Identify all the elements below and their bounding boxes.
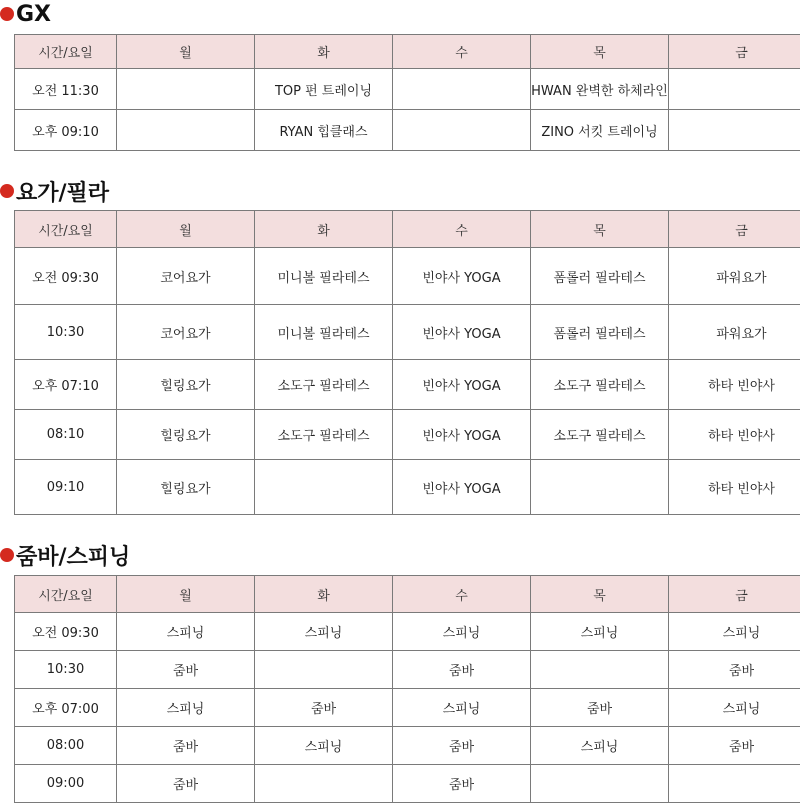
class-cell bbox=[669, 765, 800, 803]
class-cell bbox=[531, 765, 669, 803]
class-cell: 빈야사 YOGA bbox=[393, 305, 531, 360]
class-cell: 줌바 bbox=[531, 689, 669, 727]
table-row bbox=[15, 460, 800, 515]
time-cell: 08:00 bbox=[15, 727, 117, 765]
header-cell: 화 bbox=[255, 211, 393, 248]
class-cell: 소도구 필라테스 bbox=[255, 360, 393, 410]
class-cell bbox=[531, 651, 669, 689]
class-cell: 하타 빈야사 bbox=[669, 460, 800, 515]
class-cell bbox=[255, 651, 393, 689]
bullet-dot-icon bbox=[0, 7, 14, 21]
class-cell: 소도구 필라테스 bbox=[531, 360, 669, 410]
time-cell: 09:10 bbox=[15, 460, 117, 515]
section-title-zumba-spinning bbox=[0, 540, 130, 570]
header-cell: 금 bbox=[669, 576, 800, 613]
section-title-text: GX bbox=[16, 2, 51, 27]
class-cell: 미니볼 필라테스 bbox=[255, 305, 393, 360]
header-cell: 시간/요일 bbox=[15, 211, 117, 248]
header-cell: 금 bbox=[669, 211, 800, 248]
class-cell: 빈야사 YOGA bbox=[393, 360, 531, 410]
time-cell: 오전 11:30 bbox=[15, 69, 117, 110]
class-cell: 소도구 필라테스 bbox=[531, 410, 669, 460]
table-row bbox=[15, 613, 800, 651]
header-cell: 목 bbox=[531, 576, 669, 613]
header-cell: 수 bbox=[393, 211, 531, 248]
time-cell: 08:10 bbox=[15, 410, 117, 460]
header-cell: 시간/요일 bbox=[15, 35, 117, 69]
class-cell bbox=[117, 69, 255, 110]
class-cell: 파워요가 bbox=[669, 248, 800, 305]
table-row bbox=[15, 360, 800, 410]
time-cell: 오후 07:10 bbox=[15, 360, 117, 410]
class-cell: 스피닝 bbox=[255, 613, 393, 651]
time-cell: 오전 09:30 bbox=[15, 248, 117, 305]
class-cell: 코어요가 bbox=[117, 248, 255, 305]
table-row bbox=[15, 69, 800, 110]
class-cell: HWAN 완벽한 하체라인 bbox=[531, 69, 669, 110]
class-cell: 줌바 bbox=[255, 689, 393, 727]
class-cell: 하타 빈야사 bbox=[669, 360, 800, 410]
class-cell: TOP 펀 트레이닝 bbox=[255, 69, 393, 110]
time-cell: 09:00 bbox=[15, 765, 117, 803]
class-cell: 폼롤러 필라테스 bbox=[531, 248, 669, 305]
class-cell: 힐링요가 bbox=[117, 410, 255, 460]
class-cell: 줌바 bbox=[117, 765, 255, 803]
schedule-table-zumba-spinning bbox=[14, 575, 800, 803]
header-cell: 월 bbox=[117, 211, 255, 248]
section-title-text: 줌바/스피닝 bbox=[16, 540, 130, 571]
table-row bbox=[15, 651, 800, 689]
section-title-gx bbox=[0, 1, 51, 27]
class-cell: ZINO 서킷 트레이닝 bbox=[531, 110, 669, 151]
class-cell: 줌바 bbox=[393, 727, 531, 765]
class-cell: 폼롤러 필라테스 bbox=[531, 305, 669, 360]
class-cell bbox=[393, 110, 531, 151]
class-cell: 줌바 bbox=[669, 727, 800, 765]
class-cell bbox=[393, 69, 531, 110]
schedule-table-gx bbox=[14, 34, 800, 151]
class-cell: 스피닝 bbox=[669, 613, 800, 651]
class-cell: 빈야사 YOGA bbox=[393, 248, 531, 305]
class-cell: 줌바 bbox=[393, 651, 531, 689]
class-cell bbox=[255, 765, 393, 803]
class-cell bbox=[531, 460, 669, 515]
table-header-row bbox=[15, 576, 800, 613]
bullet-dot-icon bbox=[0, 548, 14, 562]
section-title-yoga-pilates bbox=[0, 176, 109, 206]
class-cell: 스피닝 bbox=[117, 613, 255, 651]
schedule-table-yoga-pilates bbox=[14, 210, 800, 515]
time-cell: 오전 09:30 bbox=[15, 613, 117, 651]
section-title-text: 요가/필라 bbox=[16, 176, 109, 207]
table-row bbox=[15, 410, 800, 460]
class-cell: 스피닝 bbox=[117, 689, 255, 727]
time-cell: 오후 09:10 bbox=[15, 110, 117, 151]
class-cell: 줌바 bbox=[117, 651, 255, 689]
header-cell: 수 bbox=[393, 576, 531, 613]
class-cell: 스피닝 bbox=[531, 727, 669, 765]
header-cell: 월 bbox=[117, 35, 255, 69]
time-cell: 10:30 bbox=[15, 305, 117, 360]
class-cell: 스피닝 bbox=[669, 689, 800, 727]
time-cell: 10:30 bbox=[15, 651, 117, 689]
class-cell: RYAN 힙클래스 bbox=[255, 110, 393, 151]
class-cell: 빈야사 YOGA bbox=[393, 410, 531, 460]
header-cell: 월 bbox=[117, 576, 255, 613]
class-cell: 힐링요가 bbox=[117, 360, 255, 410]
table-header-row bbox=[15, 211, 800, 248]
header-cell: 수 bbox=[393, 35, 531, 69]
class-cell: 소도구 필라테스 bbox=[255, 410, 393, 460]
header-cell: 화 bbox=[255, 576, 393, 613]
header-cell: 목 bbox=[531, 35, 669, 69]
header-cell: 시간/요일 bbox=[15, 576, 117, 613]
table-row bbox=[15, 727, 800, 765]
class-cell: 스피닝 bbox=[393, 689, 531, 727]
table-row bbox=[15, 110, 800, 151]
class-cell: 스피닝 bbox=[531, 613, 669, 651]
table-row bbox=[15, 305, 800, 360]
bullet-dot-icon bbox=[0, 184, 14, 198]
class-cell: 줌바 bbox=[117, 727, 255, 765]
class-cell: 빈야사 YOGA bbox=[393, 460, 531, 515]
class-cell: 파워요가 bbox=[669, 305, 800, 360]
header-cell: 화 bbox=[255, 35, 393, 69]
time-cell: 오후 07:00 bbox=[15, 689, 117, 727]
class-cell: 줌바 bbox=[393, 765, 531, 803]
class-cell: 스피닝 bbox=[393, 613, 531, 651]
class-cell: 미니볼 필라테스 bbox=[255, 248, 393, 305]
header-cell: 목 bbox=[531, 211, 669, 248]
class-cell: 줌바 bbox=[669, 651, 800, 689]
header-cell: 금 bbox=[669, 35, 800, 69]
class-cell: 코어요가 bbox=[117, 305, 255, 360]
class-cell bbox=[669, 69, 800, 110]
class-cell: 스피닝 bbox=[255, 727, 393, 765]
class-cell bbox=[255, 460, 393, 515]
table-row bbox=[15, 689, 800, 727]
class-cell bbox=[117, 110, 255, 151]
table-row bbox=[15, 248, 800, 305]
class-cell: 힐링요가 bbox=[117, 460, 255, 515]
class-cell: 하타 빈야사 bbox=[669, 410, 800, 460]
table-row bbox=[15, 765, 800, 803]
table-header-row bbox=[15, 35, 800, 69]
class-cell bbox=[669, 110, 800, 151]
